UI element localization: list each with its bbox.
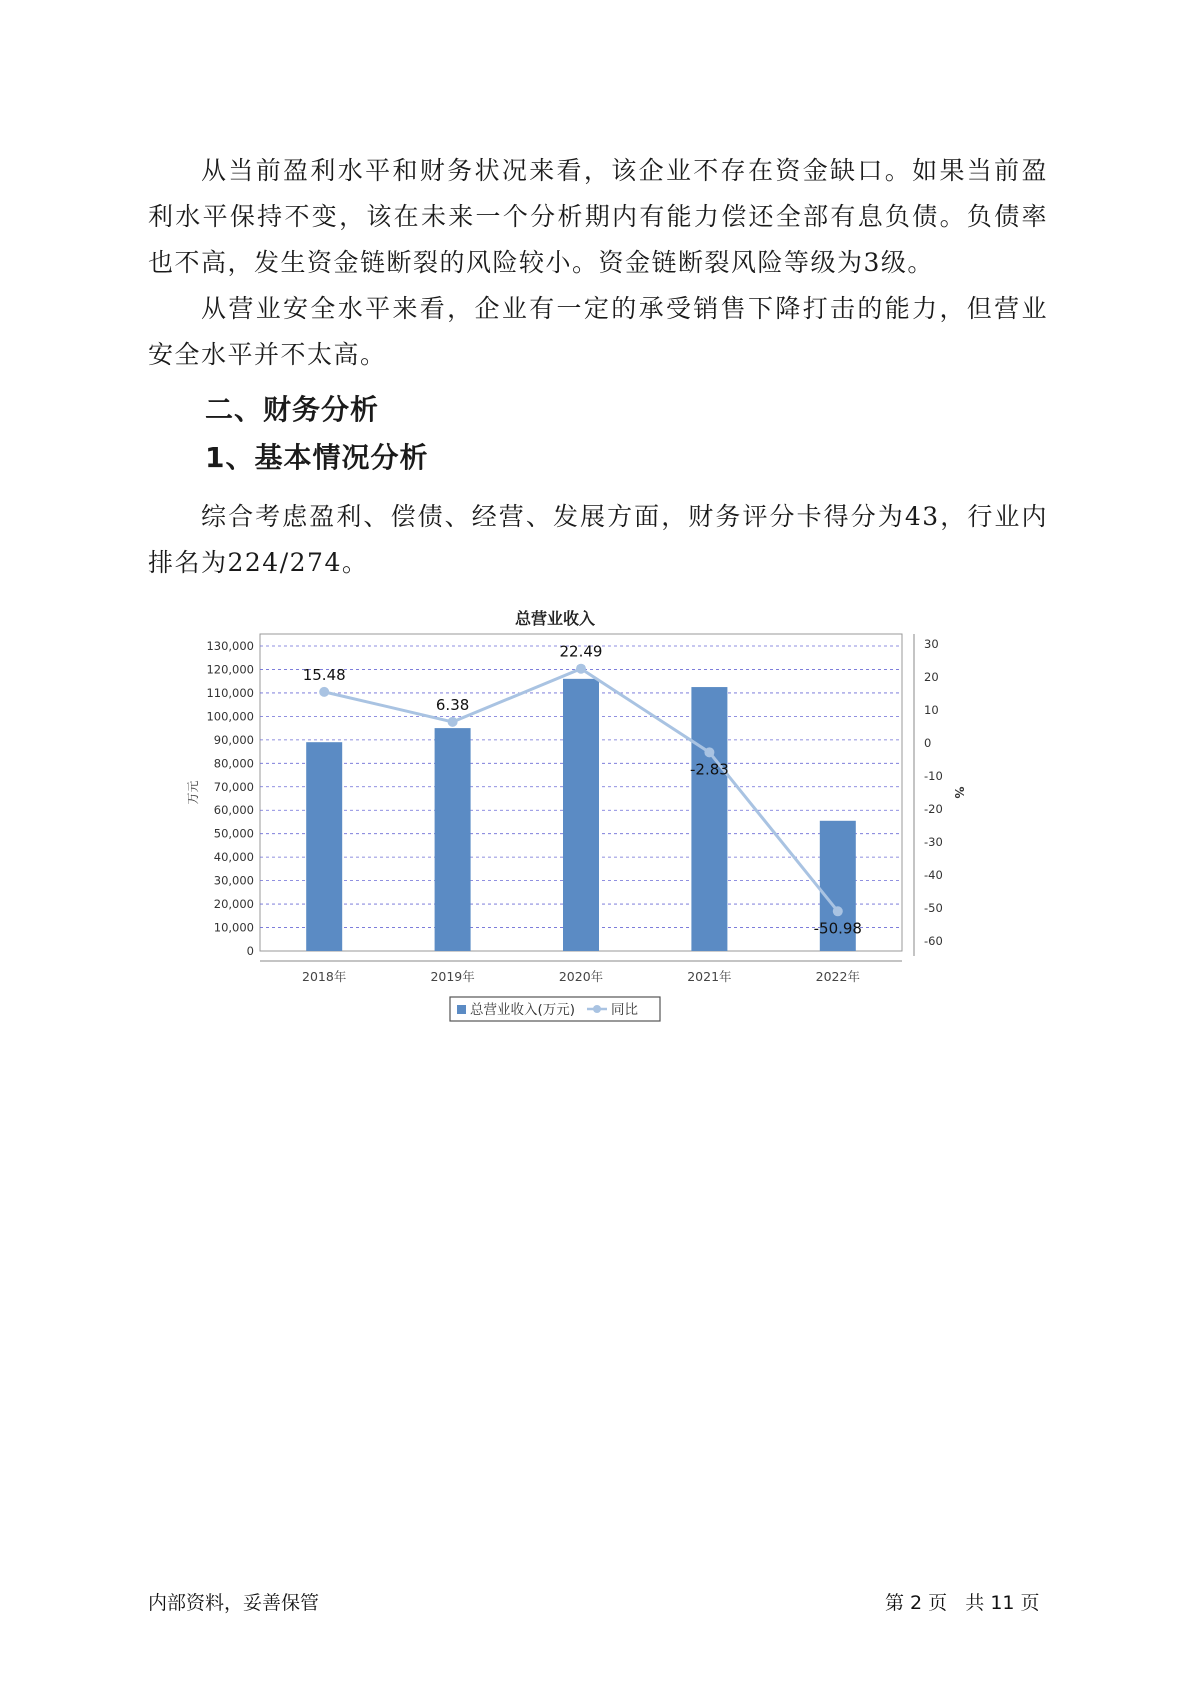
- chart-content: [186, 609, 966, 1021]
- y-tick-label: 70,000: [213, 779, 254, 794]
- y2-tick-label: -40: [924, 868, 943, 883]
- legend-line-marker: [593, 1005, 601, 1013]
- x-tick-label: 2020年: [558, 969, 604, 984]
- yoy-point: [704, 747, 714, 757]
- y2-tick-label: -60: [924, 934, 943, 949]
- legend-bar-label: 总营业收入(万元): [470, 1002, 576, 1018]
- yoy-data-label: -50.98: [813, 919, 862, 938]
- y-tick-label: 100,000: [206, 709, 254, 724]
- subsection-heading: 1、基本情况分析: [205, 441, 429, 474]
- paragraph-operating-safety: 从营业安全水平来看，企业有一定的承受销售下降打击的能力，但营业安全水平并不太高。: [148, 294, 1048, 369]
- chart-title: 总营业收入: [514, 609, 596, 628]
- y-tick-label: 90,000: [213, 732, 254, 747]
- y-tick-label: 50,000: [213, 826, 254, 841]
- y2-tick-label: 0: [924, 735, 932, 750]
- x-tick-label: 2021年: [687, 969, 732, 984]
- y-tick-label: 20,000: [213, 897, 254, 912]
- section-heading: 二、财务分析: [205, 393, 380, 426]
- y-tick-label: 10,000: [213, 920, 254, 935]
- revenue-chart: [175, 602, 1035, 1022]
- revenue-bar: [691, 687, 727, 951]
- x-tick-label: 2022年: [815, 969, 860, 984]
- y2-tick-label: 30: [924, 636, 939, 651]
- y-tick-label: 0: [246, 944, 254, 958]
- y2-tick-label: 10: [924, 702, 939, 717]
- yoy-data-label: 15.48: [302, 665, 346, 684]
- y2-axis-title: %: [952, 786, 966, 799]
- paragraph-score: 综合考虑盈利、偿债、经营、发展方面，财务评分卡得分为43，行业内排名为224/274。: [148, 502, 1048, 577]
- x-tick-label: 2019年: [430, 969, 475, 984]
- revenue-bar: [306, 742, 342, 951]
- yoy-data-label: -2.83: [689, 760, 729, 779]
- revenue-bar: [563, 679, 599, 951]
- y2-tick-label: -30: [924, 835, 943, 850]
- y-tick-label: 80,000: [213, 756, 254, 771]
- yoy-point: [319, 687, 329, 697]
- legend-line-label: 同比: [611, 1002, 638, 1018]
- yoy-point: [448, 717, 458, 727]
- yoy-data-label: 6.38: [435, 695, 470, 714]
- yoy-data-label: 22.49: [559, 642, 603, 661]
- yoy-point: [833, 906, 843, 916]
- revenue-bar: [435, 728, 471, 951]
- x-tick-label: 2018年: [302, 969, 347, 984]
- y-tick-label: 110,000: [206, 685, 254, 700]
- y-tick-label: 120,000: [206, 662, 254, 677]
- y-tick-label: 30,000: [213, 873, 254, 888]
- footer-page-number: 第 2 页 共 11 页: [885, 1592, 1040, 1614]
- y2-tick-label: -20: [924, 802, 943, 817]
- y-tick-label: 60,000: [213, 803, 254, 818]
- y-tick-label: 130,000: [206, 639, 254, 653]
- y2-tick-label: 20: [924, 669, 939, 684]
- footer-confidential: 内部资料，妥善保管: [148, 1592, 320, 1614]
- yoy-point: [576, 664, 586, 674]
- y-axis-title: 万元: [186, 780, 200, 805]
- legend-bar-swatch: [457, 1005, 466, 1014]
- y2-tick-label: -50: [924, 901, 943, 916]
- y2-tick-label: -10: [924, 768, 943, 783]
- y-tick-label: 40,000: [213, 850, 254, 865]
- paragraph-funding: 从当前盈利水平和财务状况来看，该企业不存在资金缺口。如果当前盈利水平保持不变，该在未来一个分析期内有能力偿还全部有息负债。负债率也不高，发生资金链断裂的风险较小。资金链断裂风险等级为3级。: [148, 156, 1048, 277]
